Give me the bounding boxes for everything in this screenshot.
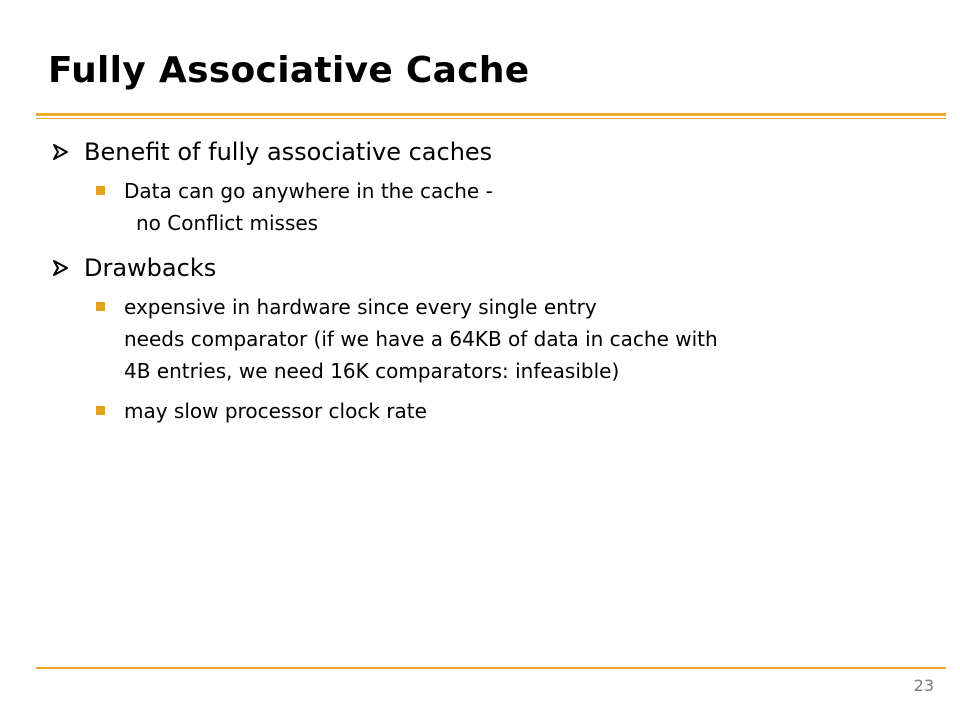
bullet-drawbacks [52,251,932,285]
title-divider [36,113,946,116]
sub-bullet-line: Data can go anywhere in the cache - [124,179,493,203]
square-bullet-icon [96,406,105,415]
arrow-bullet-icon [52,260,70,276]
sub-bullet-expensive [52,291,932,387]
square-bullet-icon [96,302,105,311]
bullet-text: Drawbacks [84,254,217,282]
slide-title: Fully Associative Cache [48,50,530,91]
title-divider-thin [36,118,946,119]
sub-bullet-line: no Conflict misses [136,211,319,235]
sub-bullet-clock [52,395,932,427]
footer-divider [36,667,946,669]
square-bullet-icon [96,186,105,195]
arrow-bullet-icon [52,144,70,160]
sub-bullet-line: 4B entries, we need 16K comparators: infeasible) [124,359,620,383]
sub-bullet-anywhere [52,175,932,239]
bullet-text: Benefit of fully associative caches [84,138,493,166]
page-number: 23 [913,676,934,695]
slide-content [52,135,932,427]
sub-bullet-line: expensive in hardware since every single entry [124,295,597,319]
bullet-benefit [52,135,932,169]
sub-bullet-line: may slow processor clock rate [124,399,427,423]
sub-bullet-line: needs comparator (if we have a 64KB of data in cache with [124,327,718,351]
